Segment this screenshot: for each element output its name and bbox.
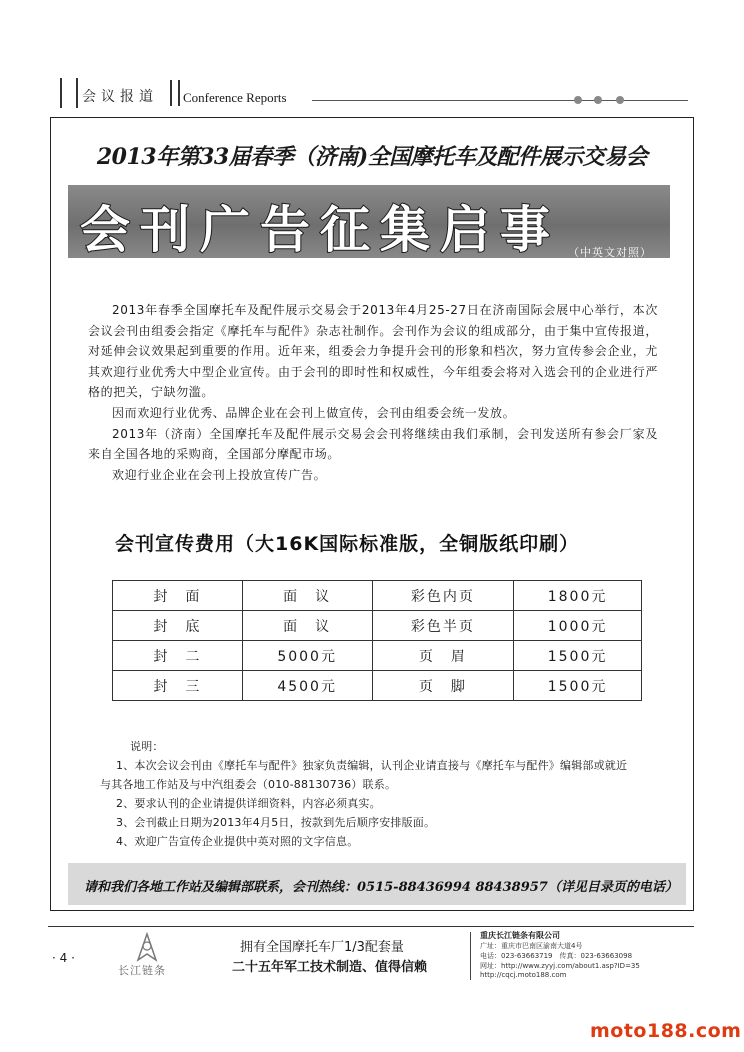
table-cell: 4500元 <box>242 671 372 701</box>
page-number: · 4 · <box>52 951 75 965</box>
table-cell: 页 脚 <box>372 671 514 701</box>
article-body <box>88 300 658 485</box>
event-title: 2013年第33届春季（济南)全国摩托车及配件展示交易会 <box>96 144 648 170</box>
table-row <box>113 641 642 671</box>
header-rule <box>312 100 688 101</box>
note-item: 3、会刊截止日期为2013年4月5日，按款到先后顺序安排版面。 <box>116 816 436 829</box>
table-cell: 1500元 <box>514 671 642 701</box>
table-cell: 封 面 <box>113 581 243 611</box>
note-item: 1、本次会议会刊由《摩托车与配件》独家负责编辑，认刊企业请直接与《摩托车与配件》编辑部或就近 <box>116 759 628 772</box>
footer-slogan-bold: 二十五年军工技术制造、值得信赖 <box>232 960 428 975</box>
notes-heading: 说明： <box>130 740 164 753</box>
table-cell: 封 底 <box>113 611 243 641</box>
paragraph: 欢迎行业企业在会刊上投放宣传广告。 <box>112 467 327 482</box>
company-logo-text: 长江链条 <box>118 964 166 977</box>
header-dot <box>616 96 624 104</box>
notes <box>100 737 666 851</box>
paragraph: 2013年春季全国摩托车及配件展示交易会于2013年4月25-27日在济南国际会展中心举行，本次会议会刊由组委会指定《摩托车与配件》杂志社制作。会刊作为会议的组成部分，由于集中宣传报道，对延伸会议效果起到重要的作用。近年来，组委会力争提升会刊的形象和档次，努力宣传参会企业，尤其欢迎行业优秀大中型企业宣传。由于会刊的即时性和权威性，今年组委会将对入选会刊的企业进行严格的把关，宁缺勿滥。 <box>88 303 658 400</box>
table-cell: 彩色内页 <box>372 581 514 611</box>
table-cell: 封 三 <box>113 671 243 701</box>
contact-hotline: 请和我们各地工作站及编辑部联系，会刊热线：0515-88436994 88438957（详见目录页的电话） <box>84 880 678 895</box>
header-separator <box>170 80 180 106</box>
table-cell: 1800元 <box>514 581 642 611</box>
table-cell: 面 议 <box>242 581 372 611</box>
company-address: 广址：重庆市巴南区渝南大道4号 <box>480 942 583 950</box>
fee-section-title: 会刊宣传费用（大16K国际标准版，全铜版纸印刷） <box>115 533 580 555</box>
table-cell: 5000元 <box>242 641 372 671</box>
fee-table <box>112 580 642 701</box>
header-dot <box>594 96 602 104</box>
company-url[interactable]: http://cqcj.moto188.com <box>480 971 567 979</box>
paragraph: 2013年（济南）全国摩托车及配件展示交易会会刊将继续由我们承制，会刊发送所有参会厂家及来自全国各地的采购商，全国部分摩配市场。 <box>88 426 658 462</box>
company-phone: 电话：023-63663719 传真：023-63663098 <box>480 952 633 960</box>
table-cell: 页 眉 <box>372 641 514 671</box>
headline: 会刊广告征集启事 <box>80 201 560 259</box>
table-row <box>113 671 642 701</box>
table-row <box>113 611 642 641</box>
company-logo-icon <box>132 932 162 962</box>
paragraph: 因而欢迎行业优秀、品牌企业在会刊上做宣传，会刊由组委会统一发放。 <box>112 405 516 420</box>
note-item: 2、要求认刊的企业请提供详细资料，内容必须真实。 <box>116 797 381 810</box>
footer-slogan: 拥有全国摩托车厂1/3配套量 <box>240 940 404 955</box>
company-name: 重庆长江链条有限公司 <box>480 931 560 940</box>
site-watermark: moto188.com <box>590 1020 742 1042</box>
footer-divider <box>470 932 471 980</box>
section-title-en: Conference Reports <box>183 90 287 105</box>
header-ornament <box>60 78 78 108</box>
section-title-cn: 会议报道 <box>82 89 158 105</box>
header-dot <box>574 96 582 104</box>
table-cell: 封 二 <box>113 641 243 671</box>
note-item: 4、欢迎广告宣传企业提供中英对照的文字信息。 <box>116 835 359 848</box>
table-cell: 1500元 <box>514 641 642 671</box>
table-cell: 彩色半页 <box>372 611 514 641</box>
headline-subtitle: （中英文对照） <box>568 246 652 259</box>
company-website[interactable]: 网址：http://www.zyyj.com/about1.asp?ID=35 <box>480 962 640 970</box>
footer-rule <box>48 926 694 927</box>
note-item: 与其各地工作站及与中汽组委会（010-88130736）联系。 <box>100 778 397 791</box>
table-cell: 1000元 <box>514 611 642 641</box>
table-row <box>113 581 642 611</box>
table-cell: 面 议 <box>242 611 372 641</box>
